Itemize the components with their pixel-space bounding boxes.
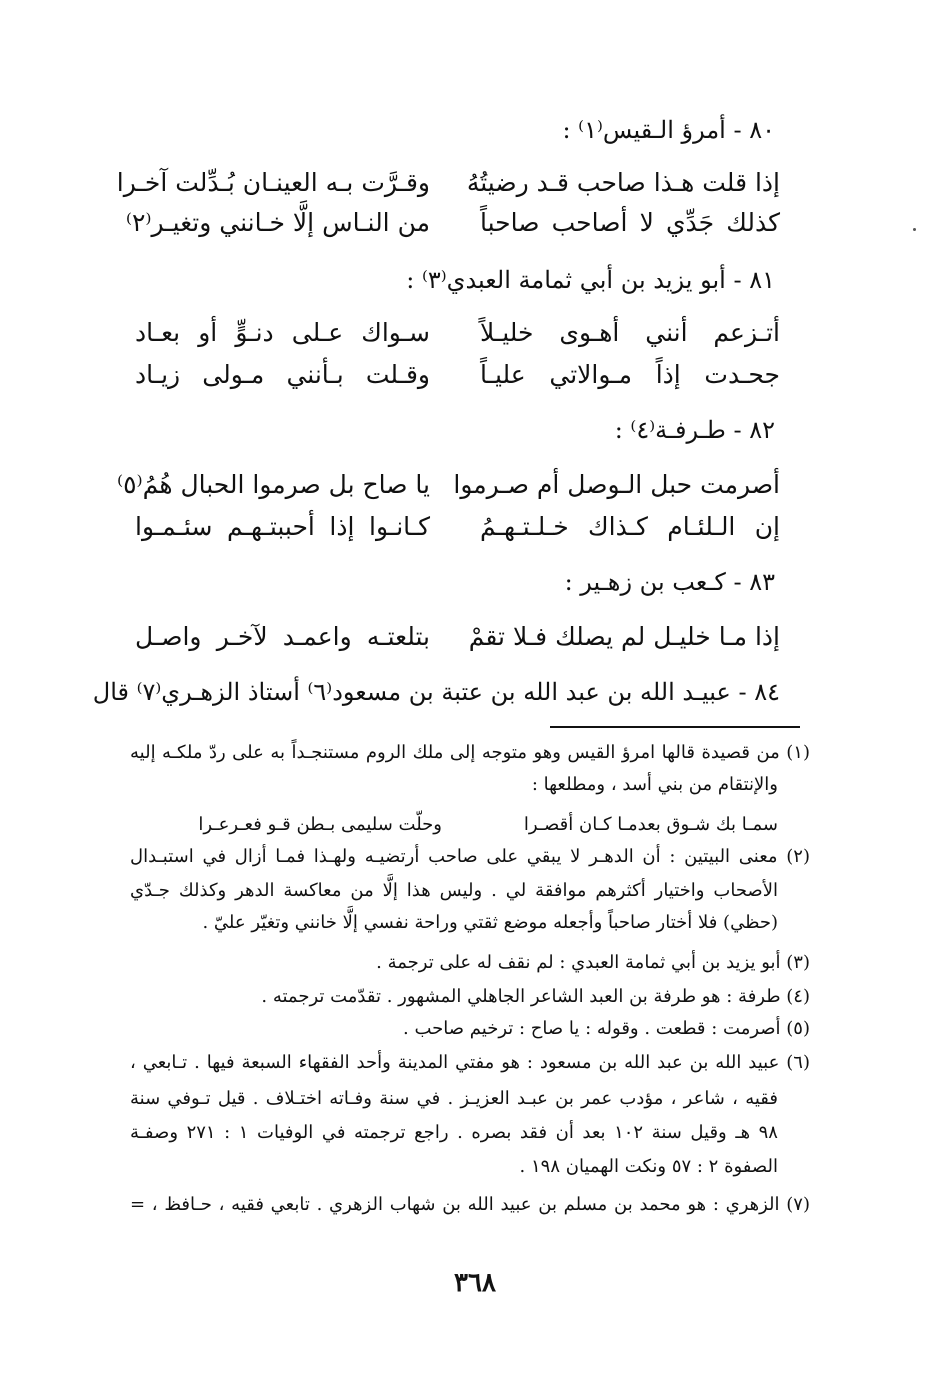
verse-81-1-second-hemistich: سـواك عـلى دنـوٍّ أو بعـاد <box>135 318 430 347</box>
verse-81-2-second-hemistich: وقـلت بـأنني مـولى زيـاد <box>135 360 430 389</box>
entry-82-heading: ٨٢ - طـرفـة⁽٤⁾ : <box>614 416 775 444</box>
verse-80-2-first-hemistich: كذلك جَدِّي لا أصاحب صاحباً <box>480 208 780 237</box>
footnote-4: (٤) طرفة : هو طرفة بن العبد الشاعر الجاهلي المشهور . تقدّمت ترجمته . <box>261 986 810 1007</box>
footnote-2-line-2: الأصحاب واختيار أكثرهم موافقة لي . وليس هذا إلَّا من معاكسة الدهر وكذلك جـدّي <box>130 880 778 901</box>
verse-80-2-second-hemistich: من النـاس إلَّا خـانني وتغيـر⁽٢⁾ <box>125 208 430 237</box>
footnote-6-line-4: الصفوة ٢ : ٥٧ ونكت الهميان ١٩٨ . <box>519 1156 778 1177</box>
footnote-7: (٧) الزهري : هو محمد بن مسلم بن عبيد الله بن شهاب الزهري . تابعي فقيه ، حـافظ ، = <box>130 1194 810 1215</box>
footnote-6-line-1: (٦) عبيد الله بن عبد الله بن مسعود : هو مفتي المدينة وأحد الفقهاء السبعة فيها . تـابعي ، <box>130 1052 810 1073</box>
page-number: ٣٦٨ <box>454 1268 496 1298</box>
entry-81-heading: ٨١ - أبو يزيد بن أبي ثمامة العبدي⁽٣⁾ : <box>406 266 775 294</box>
footnote-2-line-1: (٢) معنى البيتين : أن الدهـر لا يبقي على صاحب أرتضيـه ولهـذا فمـا أزال في استبـدال <box>130 846 810 867</box>
verse-82-2-second-hemistich: كـانـوا إذا أحببتـهـم سئـمـوا <box>135 512 430 541</box>
verse-83-1-first-hemistich: إذا مـا خليـل لم يصلك فـلا تقمْ <box>468 622 780 651</box>
footnote-5: (٥) أصرمت : قطعت . وقوله : يا صاح : ترخيم صاحب . <box>403 1018 810 1039</box>
verse-81-1-first-hemistich: أتـزعم أنني أهـوى خليـلاً <box>480 318 780 347</box>
scan-speck <box>913 228 916 231</box>
verse-83-1-second-hemistich: بتلعتـه واعمـد لآخـر واصـل <box>135 622 430 651</box>
footnote-1-line-1: (١) من قصيدة قالها امرؤ القيس وهو متوجه إلى ملك الروم مستنجـداً به على ردّ ملكـه إليه <box>130 742 810 763</box>
footnote-separator <box>550 726 800 728</box>
footnote-1-verse-first-hemistich: سمـا بك شـوق بعدمـا كـان أقصـرا <box>523 814 778 835</box>
footnote-6-line-3: ٩٨ هـ وقيل سنة ١٠٢ بعد أن فقد بصره . راجع ترجمته في الوفيات ١ : ٢٧١ وصفـة <box>130 1122 778 1143</box>
verse-80-1-first-hemistich: إذا قلت هـذا صاحب قـد رضيتُهُ <box>466 168 780 197</box>
footnote-6-line-2: فقيه ، شاعر ، مؤدب عمر بن عبـد العزيـز . في سنة وفـاته اختـلاف . قيل تـوفي سنة <box>130 1088 778 1109</box>
verse-80-1-second-hemistich: وقـرَّت بـه العينـان بُـدِّلت آخـرا <box>116 168 430 197</box>
verse-81-2-first-hemistich: جحـدت إذاً مـوالاتي عليـاً <box>480 360 780 389</box>
verse-82-2-first-hemistich: إن الـلئـام كـذاك خـلـتـهـمُ <box>480 512 780 541</box>
entry-80-heading: ٨٠ - أمرؤ الـقيس⁽١⁾ : <box>562 116 775 144</box>
footnote-3: (٣) أبو يزيد بن أبي ثمامة العبدي : لم نقف له على ترجمة . <box>376 952 810 973</box>
verse-82-1-second-hemistich: يا صاح بل صرموا الحبال هُمُ⁽٥⁾ <box>116 470 430 499</box>
footnote-2-line-3: (حظي) فلا أختار صاحباً وأجعله موضع ثقتي وراحة نفسي إلَّا خانني وتغيّر عليّ . <box>202 912 778 933</box>
verse-82-1-first-hemistich: أصرمت حبل الـوصل أم صـرموا <box>453 470 780 499</box>
footnote-1-verse-second-hemistich: وحلّت سليمى بـطن قـو فعـرعـرا <box>198 814 442 835</box>
entry-84-heading: ٨٤ - عبيـد الله بن عبد الله بن عتبة بن مسعود⁽٦⁾ أستاذ الزهـري⁽٧⁾ قال <box>92 678 780 706</box>
footnote-1-line-2: والإنتقام من بني أسد ، ومطلعها : <box>531 774 778 795</box>
entry-83-heading: ٨٣ - كـعب بن زهـير : <box>564 568 775 596</box>
